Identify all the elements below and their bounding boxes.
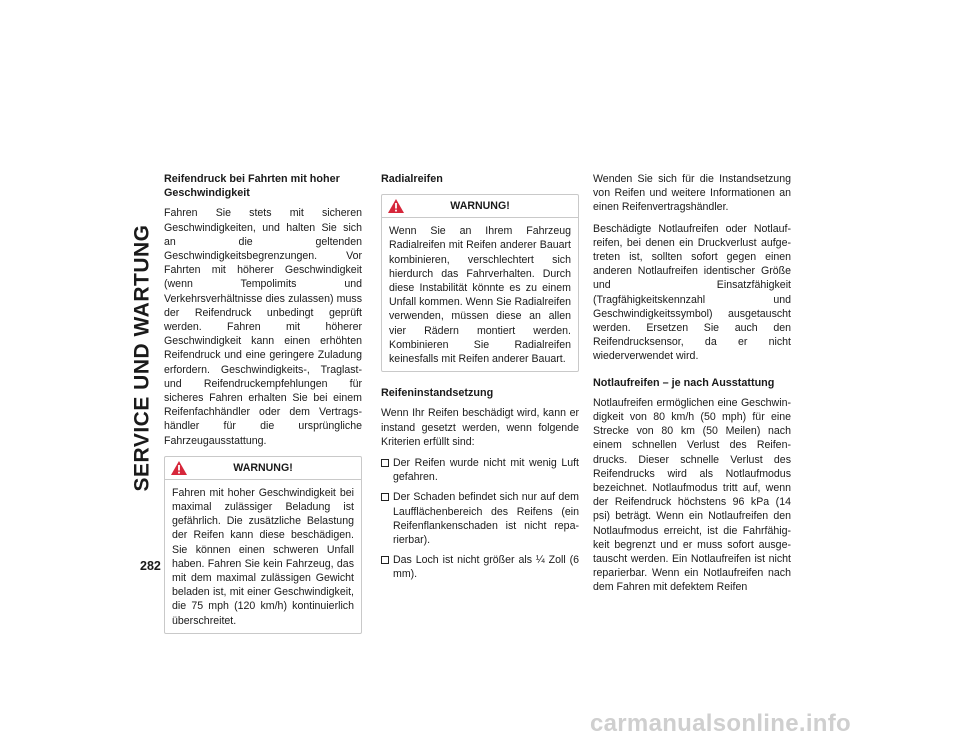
list-item-text: Das Loch ist nicht größer als ¼ Zoll (6 mm).	[393, 554, 579, 581]
side-tab-label: SERVICE UND WARTUNG	[130, 224, 153, 492]
warning-text: Fahren mit hoher Geschwindigkeit bei maximal zulässiger Beladung ist gefährlich. Die zusätzliche Belastung der Reifen kann diese beschädigen. Sie können einen schweren Unfall haben. Fahren Sie kein Fahrzeug, das mit dem maximal zulässigen Gewicht beladen ist, mit einer Geschwindigkeit, die 75 mph (120 km/h) kontinuierlich überschreitet.	[172, 486, 354, 627]
warning-header	[165, 457, 361, 480]
paragraph-high-speed: Fahren Sie stets mit sicheren Geschwindigkeiten, und halten Sie sich an die geltenden Geschwindigkeitsbegrenzungen. Vor Fahrten mit höherer Geschwindigkeit (wenn Tempolimits und Verkehrsverhältnisse dies zulassen) muss der Reifendruck unbedingt geprüft werden. Fahren mit höherer Geschwindigkeit kann einen erhöhten Reifendruck und eine geringere Zuladung erfordern. Geschwindigkeits-, Traglast- und Reifendruckempfehlungen für sicheres Fahren erhalten Sie bei einem Reifenfachhändler oder dem Vertragshändler für die ursprüngliche Fahrzeugausstattung.	[164, 207, 362, 447]
list-item	[381, 456, 579, 484]
repair-criteria-list	[381, 456, 579, 582]
column-middle	[381, 172, 579, 588]
list-item-text: Der Schaden befindet sich nur auf dem Laufflächenbereich des Reifens (ein Reifenflankenschaden ist nicht reparierbar).	[393, 491, 579, 547]
paragraph-repair-dealer: Wenden Sie sich für die Instandsetzung von Reifen und weitere Informationen an einen Reifenvertragshändler.	[593, 173, 791, 214]
checkbox-bullet-icon	[381, 493, 389, 501]
heading-high-speed-pressure: Reifendruck bei Fahrten mit hoher Geschwindigkeit	[164, 173, 340, 200]
heading-radial-tires: Radialreifen	[381, 173, 443, 185]
list-item	[381, 553, 579, 581]
heading-run-flat: Notlaufreifen – je nach Ausstattung	[593, 376, 775, 389]
warning-title: WARNUNG!	[233, 461, 293, 474]
list-item-text: Der Reifen wurde nicht mit wenig Luft gefahren.	[393, 457, 579, 484]
column-right	[593, 172, 791, 602]
heading-tire-repair: Reifeninstandsetzung	[381, 387, 494, 400]
warning-triangle-icon	[170, 460, 188, 476]
warning-title: WARNUNG!	[450, 200, 510, 213]
warning-box-radial	[381, 194, 579, 372]
warning-text: Wenn Sie an Ihrem Fahrzeug Radialreifen mit Reifen anderer Bauart kombinieren, verschlechtert sich hierdurch das Fahrverhalten. Durch diese Instabilität könnte es zu einem Unfall kommen. Wenn Sie Radialreifen verwenden, müssen diese an allen vier Rädern montiert werden. Kombinieren Sie Radialreifen keinesfalls mit Reifen anderer Bauart.	[389, 225, 571, 366]
watermark: carmanualsonline.info	[590, 710, 852, 737]
checkbox-bullet-icon	[381, 556, 389, 564]
paragraph-tire-repair: Wenn Ihr Reifen beschädigt wird, kann er instand gesetzt werden, wenn folgende Kriterien erfüllt sind:	[381, 407, 579, 448]
warning-triangle-icon	[387, 198, 405, 214]
paragraph-run-flat: Notlaufreifen ermöglichen eine Geschwindigkeit von 80 km/h (50 mph) für eine Strecke von 80 km (50 Meilen) nach einem schnellen Verlust des Reifendrucks. Dieser schnelle Verlust des Reifendrucks wird als Notlaufmodus bezeichnet. Notlaufmodus tritt auf, wenn der Reifendruck höchstens 96 kPa (14 psi) beträgt. Wenn ein Notlaufreifen den Notlaufmodus erreicht, ist die Fahrfähigkeit begrenzt und er muss sofort ausgetauscht werden. Ein Notlaufreifen ist nicht reparierbar. Wenn ein Notlaufreifen nach dem Fahren mit defektem Reifen	[593, 396, 791, 594]
list-item	[381, 490, 579, 547]
warning-header	[382, 195, 578, 218]
checkbox-bullet-icon	[381, 459, 389, 467]
paragraph-damaged-runflat: Beschädigte Notlaufreifen oder Notlaufreifen, bei denen ein Druckverlust aufgetreten ist, sollten sofort gegen einen anderen Notlaufreifen identischer Größe und Einsatzfähigkeit (Tragfähigkeitskennzahl und Geschwindigkeitssymbol) ausgetauscht werden. Ersetzen Sie auch den Reifendrucksensor, da er nicht wiederverwendet wird.	[593, 222, 791, 363]
column-left	[164, 172, 362, 642]
warning-box-high-speed	[164, 456, 362, 634]
side-section-tab	[128, 172, 156, 544]
page-number: 282	[140, 559, 161, 573]
